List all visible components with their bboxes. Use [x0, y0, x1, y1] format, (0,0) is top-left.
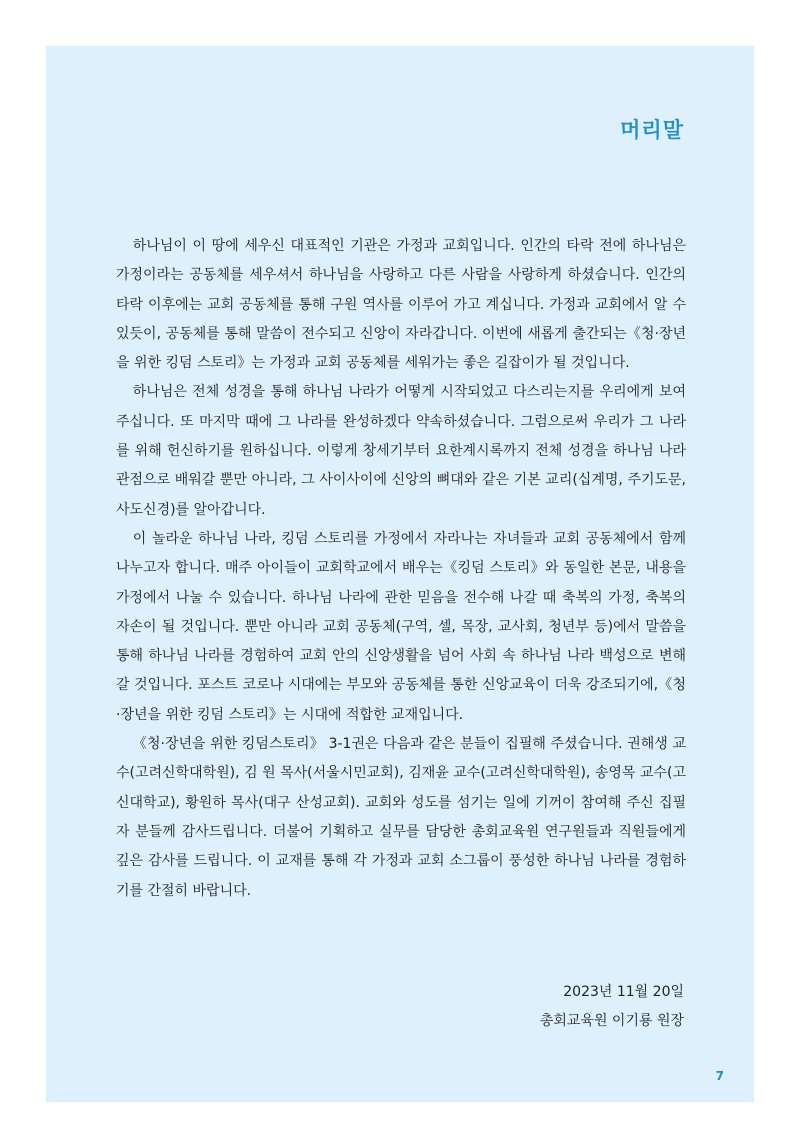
page-title: 머리말 [620, 118, 684, 142]
paragraph: 하나님이 이 땅에 세우신 대표적인 기관은 가정과 교회입니다. 인간의 타락 전에 하나님은 가정이라는 공동체를 세우셔서 하나님을 사랑하고 다른 사람을 사랑하게 하셨습니다. 인간의 타락 이후에는 교회 공동체를 통해 구원 역사를 이루어 가고 계십니다. 가정과 교회에서 알 수 있듯이, 공동체를 통해 말씀이 전수되고 신앙이 자라갑니다. 이번에 새롭게 출간되는《청·장년을 위한 킹덤 스토리》는 가정과 교회 공동체를 세워가는 좋은 길잡이가 될 것입니다. [116, 238, 686, 372]
paragraph: 하나님은 전체 성경을 통해 하나님 나라가 어떻게 시작되었고 다스리는지를 우리에게 보여주십니다. 또 마지막 때에 그 나라를 완성하겠다 약속하셨습니다. 그럼으로써 우리가 그 나라를 위해 헌신하기를 원하십니다. 이렇게 창세기부터 요한계시록까지 전체 성경을 하나님 나라 관점으로 배워갈 뿐만 아니라, 그 사이사이에 신앙의 뼈대와 같은 기본 교리(십계명, 주기도문, 사도신경)를 알아갑니다. [116, 384, 686, 518]
paragraph: 《청·장년을 위한 킹덤스토리》 3-1권은 다음과 같은 분들이 집필해 주셨습니다. 권해생 교수(고려신학대학원), 김 원 목사(서울시민교회), 김재윤 교수(고려신학대학원), 송영목 교수(고신대학교), 황원하 목사(대구 산성교회). 교회와 성도를 섬기는 일에 기꺼이 참여해 주신 집필자 분들께 감사드립니다. 더불어 기획하고 실무를 담당한 총회교육원 연구원들과 직원들에게 깊은 감사를 드립니다. 이 교재를 통해 각 가정과 교회 소그룹이 풍성한 하나님 나라를 경험하기를 간절히 바랍니다. [116, 736, 686, 899]
paragraph: 이 놀라운 하나님 나라, 킹덤 스토리를 가정에서 자라나는 자녀들과 교회 공동체에서 함께 나누고자 합니다. 매주 아이들이 교회학교에서 배우는《킹덤 스토리》와 동일한 본문, 내용을 가정에서 나눌 수 있습니다. 하나님 나라에 관한 믿음을 전수해 나갈 때 축복의 가정, 축복의 자손이 될 것입니다. 뿐만 아니라 교회 공동체(구역, 셀, 목장, 교사회, 청년부 등)에서 말씀을 통해 하나님 나라를 경험하여 교회 안의 신앙생활을 넘어 사회 속 하나님 나라 백성으로 변해 갈 것입니다. 포스트 코로나 시대에는 부모와 공동체를 통한 신앙교육이 더욱 강조되기에,《청·장년을 위한 킹덤 스토리》는 시대에 적합한 교재입니다. [116, 530, 686, 723]
signature-block [540, 978, 684, 1036]
preface-body [116, 232, 686, 906]
signature: 총회교육원 이기룡 원장 [539, 1013, 684, 1029]
page [46, 46, 754, 1102]
date: 2023년 11월 20일 [563, 984, 684, 1000]
page-number: 7 [715, 1069, 724, 1083]
